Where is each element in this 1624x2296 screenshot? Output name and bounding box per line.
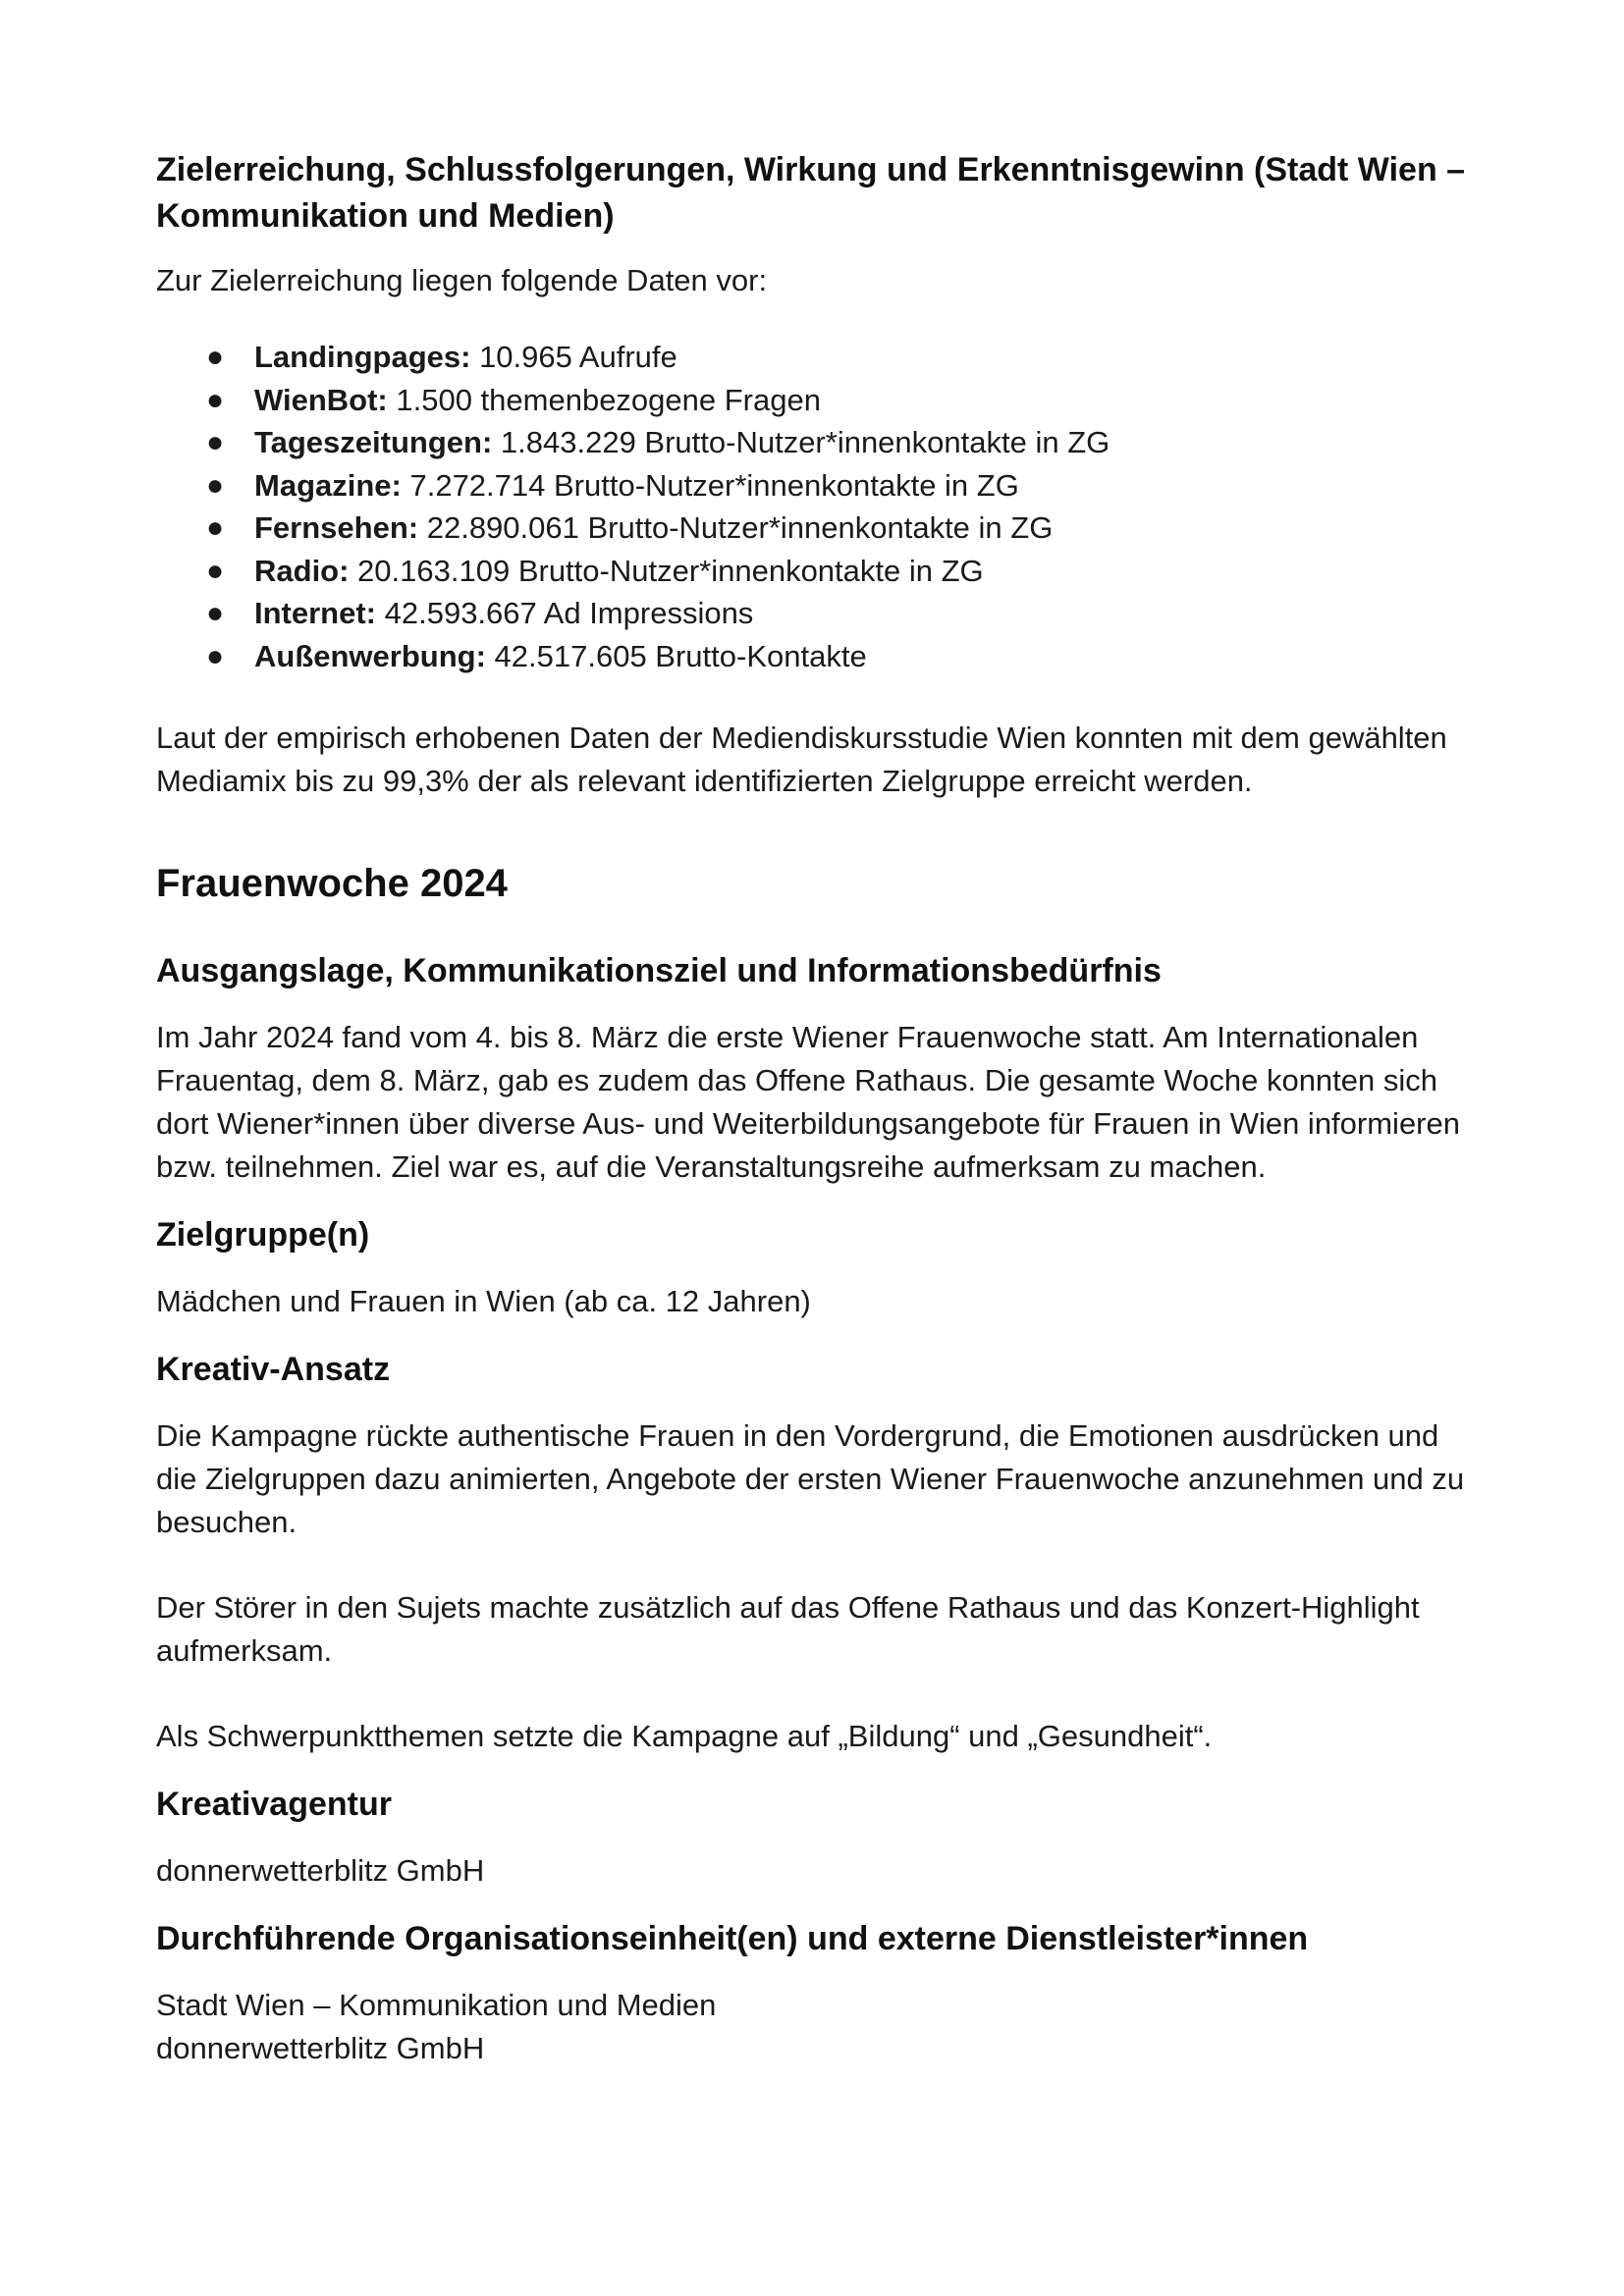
heading-durchfuehrende: Durchführende Organisationseinheit(en) und externe Dienstleister*innen [156, 1920, 1309, 1957]
list-item: ● Tageszeitungen: 1.843.229 Brutto-Nutzer*innenkontakte in ZG [156, 421, 1491, 464]
list-item: ● Fernsehen: 22.890.061 Brutto-Nutzer*innenkontakte in ZG [156, 507, 1491, 550]
bullet-icon: ● [206, 468, 225, 502]
kreativ-text-1: Die Kampagne rückte authentische Frauen in den Vordergrund, die Emotionen ausdrücken und die Zielgruppen dazu animierten, Angebote der ersten Wiener Frauenwoche anzunehmen und zu besuchen. [156, 1418, 1465, 1539]
list-item: ● Außenwerbung: 42.517.605 Brutto-Kontakte [156, 635, 1491, 678]
heading-zielgruppe: Zielgruppe(n) [156, 1216, 370, 1254]
heading-ausgangslage: Ausgangslage, Kommunikationsziel und Informationsbedürfnis [156, 952, 1162, 989]
heading-kreativ-ansatz: Kreativ-Ansatz [156, 1351, 391, 1388]
ausgangslage-text: Im Jahr 2024 fand vom 4. bis 8. März die erste Wiener Frauenwoche statt. Am Internationalen Frauentag, dem 8. März, gab es zudem das Offene Rathaus. Die gesamte Woche konnten sich dort Wiener*innen über diverse Aus- und Weiterbildungsangebote für Frauen in Wien informieren bzw. teilnehmen. Ziel war es, auf die Veranstaltungsreihe aufmerksam zu machen. [156, 1020, 1460, 1184]
bullet-icon: ● [206, 383, 225, 416]
document-page [156, 147, 1491, 2070]
durchfuehrende-line-2: donnerwetterblitz GmbH [156, 2031, 485, 2065]
bullet-icon: ● [206, 639, 225, 672]
list-item: ● WienBot: 1.500 themenbezogene Fragen [156, 379, 1491, 422]
list-item: ● Magazine: 7.272.714 Brutto-Nutzer*innenkontakte in ZG [156, 464, 1491, 507]
bullet-icon: ● [206, 554, 225, 587]
section-heading-zielerreichung: Zielerreichung, Schlussfolgerungen, Wirkung und Erkenntnisgewinn (Stadt Wien – Kommunikation und Medien) [156, 151, 1466, 235]
durchfuehrende-line-1: Stadt Wien – Kommunikation und Medien [156, 1988, 717, 2022]
bullet-icon: ● [206, 511, 225, 544]
list-item: ● Radio: 20.163.109 Brutto-Nutzer*innenkontakte in ZG [156, 550, 1491, 593]
list-item: ● Landingpages: 10.965 Aufrufe [156, 336, 1491, 379]
heading-kreativagentur: Kreativagentur [156, 1786, 392, 1823]
bullet-icon: ● [206, 341, 225, 373]
kreativ-text-2: Der Störer in den Sujets machte zusätzlich auf das Offene Rathaus und das Konzert-Highlight aufmerksam. [156, 1590, 1420, 1668]
intro-text: Zur Zielerreichung liegen folgende Daten vor: [156, 263, 768, 297]
conclusion-text: Laut der empirisch erhobenen Daten der Mediendiskursstudie Wien konnten mit dem gewählten Mediamix bis zu 99,3% der als relevant identifizierten Zielgruppe erreicht werden. [156, 721, 1447, 798]
results-list [156, 336, 1491, 677]
kreativagentur-text: donnerwetterblitz GmbH [156, 1853, 485, 1888]
bullet-icon: ● [206, 426, 225, 458]
zielgruppe-text: Mädchen und Frauen in Wien (ab ca. 12 Jahren) [156, 1284, 811, 1318]
kreativ-text-3: Als Schwerpunktthemen setzte die Kampagne auf „Bildung“ und „Gesundheit“. [156, 1719, 1213, 1753]
list-item: ● Internet: 42.593.667 Ad Impressions [156, 592, 1491, 635]
bullet-icon: ● [206, 597, 225, 629]
page-title-frauenwoche: Frauenwoche 2024 [156, 862, 508, 905]
